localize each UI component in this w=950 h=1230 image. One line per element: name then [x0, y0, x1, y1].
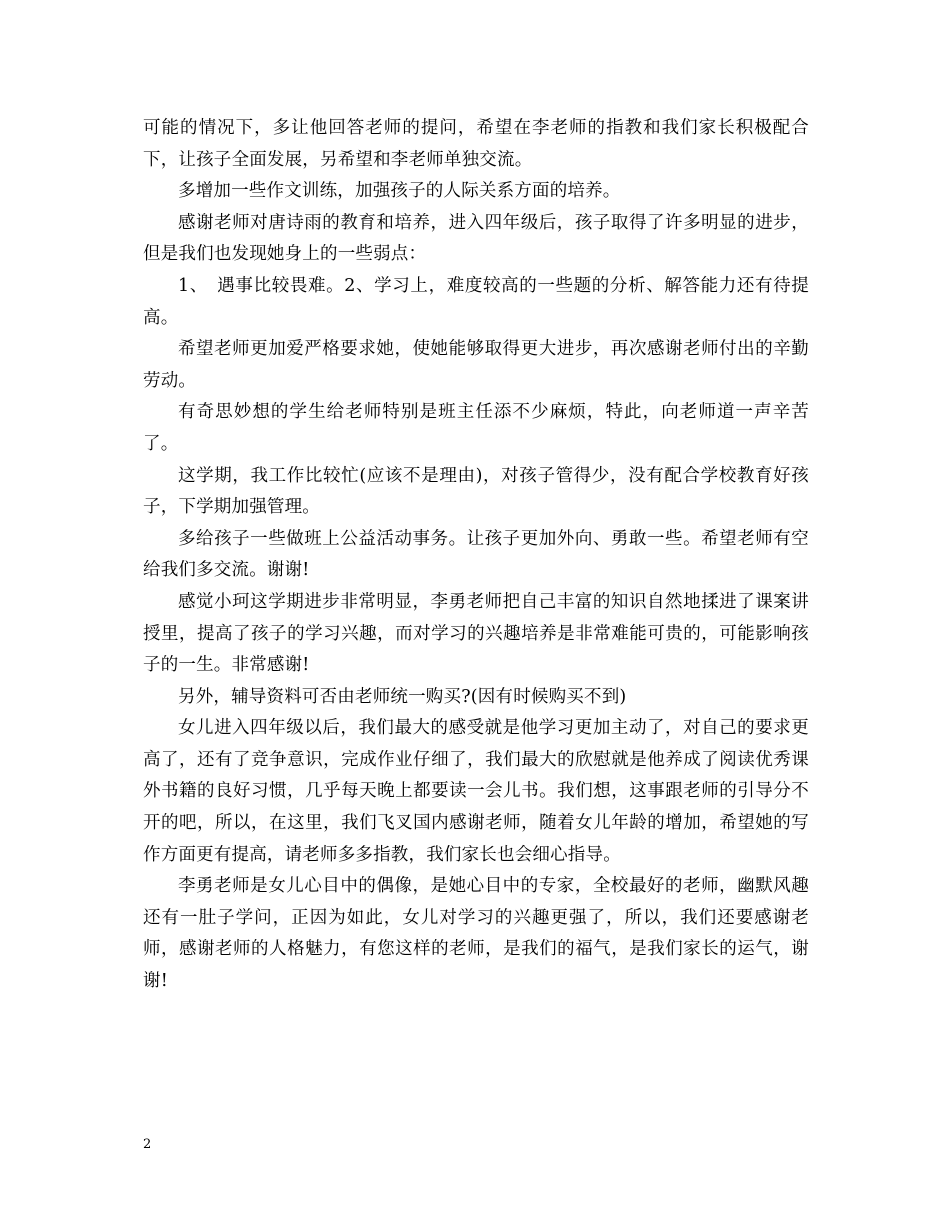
paragraph-1: 可能的情况下，多让他回答老师的提问，希望在李老师的指教和我们家长积极配合下，让孩子全面发展，另希望和李老师单独交流。 — [143, 118, 809, 170]
paragraph-10: 另外，辅导资料可否由老师统一购买?(因有时候购买不到) — [178, 686, 627, 707]
paragraph-11: 女儿进入四年级以后，我们最大的感受就是他学习更加主动了，对自己的要求更高了，还有了竞争意识，完成作业仔细了，我们最大的欣慰就是他养成了阅读优秀课外书籍的良好习惯，几乎每天晚上都要读一会儿书。我们想，这事跟老师的引导分不开的吧，所以，在这里，我们飞叉国内感谢老师，随着女儿年龄的增加，希望她的写作方面更有提高，请老师多多指教，我们家长也会细心指导。 — [143, 718, 809, 865]
paragraph-8: 多给孩子一些做班上公益活动事务。让孩子更加外向、勇敢一些。希望老师有空给我们多交流。谢谢! — [143, 528, 809, 581]
paragraph-4: 1、 遇事比较畏难。2、学习上，难度较高的一些题的分析、解答能力还有待提高。 — [143, 275, 809, 328]
paragraph-12: 李勇老师是女儿心目中的偶像，是她心目中的专家，全校最好的老师，幽默风趣还有一肚子学问，正因为如此，女儿对学习的兴趣更强了，所以，我们还要感谢老师，感谢老师的人格魅力，有您这样的老师，是我们的福气，是我们家长的运气，谢谢! — [143, 876, 809, 992]
paragraph-2: 多增加一些作文训练，加强孩子的人际关系方面的培养。 — [178, 181, 621, 202]
paragraph-3: 感谢老师对唐诗雨的教育和培养，进入四年级后，孩子取得了许多明显的进步，但是我们也发现她身上的一些弱点： — [143, 212, 809, 265]
paragraph-5: 希望老师更加爱严格要求她，使她能够取得更大进步，再次感谢老师付出的辛勤劳动。 — [143, 339, 809, 391]
document-body — [143, 113, 809, 998]
paragraph-6: 有奇思妙想的学生给老师特别是班主任添不少麻烦，特此，向老师道一声辛苦了。 — [143, 402, 809, 454]
paragraph-7: 这学期，我工作比较忙(应该不是理由)，对孩子管得少，没有配合学校教育好孩子，下学期加强管理。 — [143, 465, 809, 518]
page-number: 2 — [143, 1137, 152, 1152]
paragraph-9: 感觉小珂这学期进步非常明显，李勇老师把自己丰富的知识自然地揉进了课案讲授里，提高了孩子的学习兴趣，而对学习的兴趣培养是非常难能可贵的，可能影响孩子的一生。非常感谢! — [143, 591, 809, 676]
